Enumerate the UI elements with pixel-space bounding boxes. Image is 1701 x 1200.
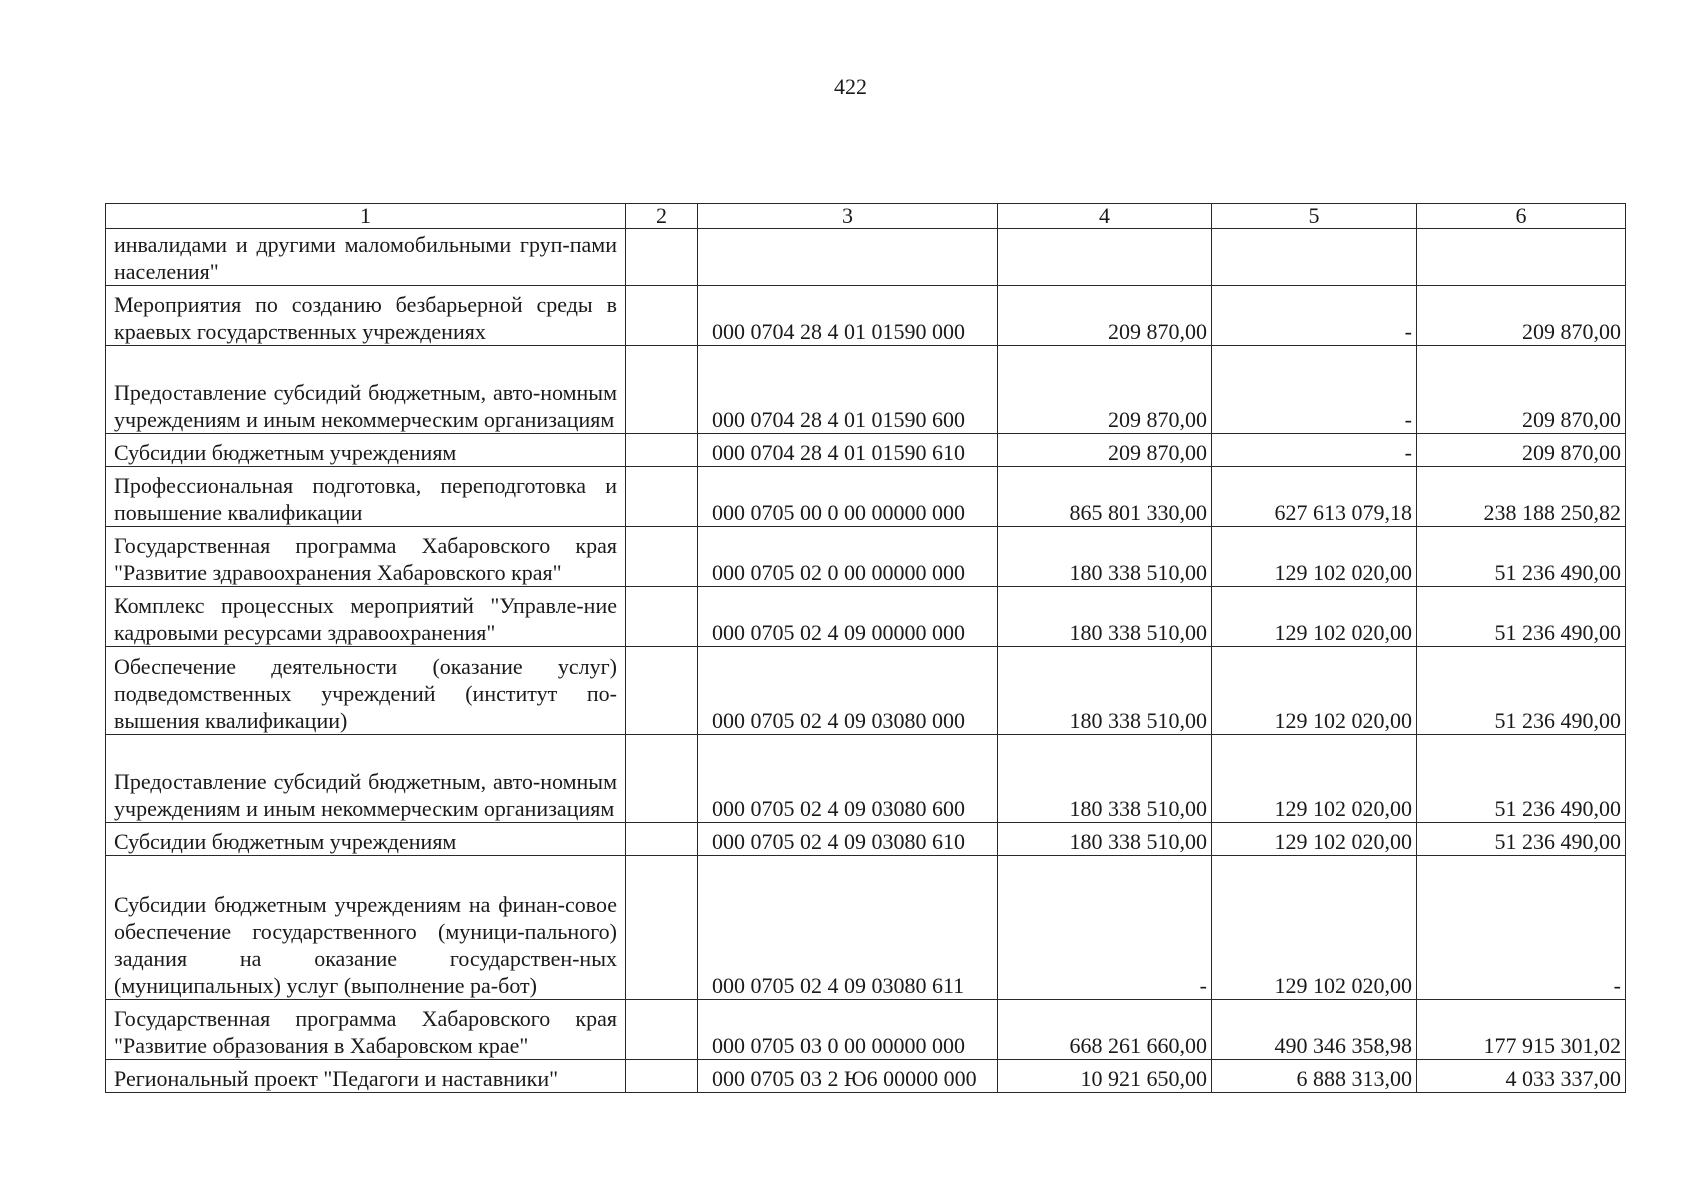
row-value-4: -	[998, 856, 1212, 1000]
row-code: 000 0705 02 4 09 03080 600	[698, 735, 998, 823]
row-name: Субсидии бюджетным учреждениям	[106, 823, 626, 856]
row-col2	[626, 587, 698, 647]
row-col2	[626, 346, 698, 434]
row-col2	[626, 1000, 698, 1060]
row-value-5: 627 613 079,18	[1212, 467, 1417, 527]
table-row	[106, 286, 1626, 346]
row-name: Государственная программа Хабаровского края "Развитие образования в Хабаровском крае"	[106, 1000, 626, 1060]
row-value-6: 4 033 337,00	[1417, 1060, 1626, 1093]
row-col2	[626, 229, 698, 286]
row-code: 000 0705 03 0 00 00000 000	[698, 1000, 998, 1060]
row-name: Предоставление субсидий бюджетным, авто-номным учреждениям и иным некоммерческим организациям	[106, 735, 626, 823]
table-row	[106, 1060, 1626, 1093]
row-code: 000 0705 02 4 09 03080 611	[698, 856, 998, 1000]
row-value-6: 209 870,00	[1417, 286, 1626, 346]
table-row	[106, 856, 1626, 1000]
row-value-6: 51 236 490,00	[1417, 647, 1626, 735]
row-value-4: 668 261 660,00	[998, 1000, 1212, 1060]
row-col2	[626, 467, 698, 527]
header-col-4: 4	[998, 204, 1212, 229]
row-value-6: 209 870,00	[1417, 346, 1626, 434]
row-value-4: 180 338 510,00	[998, 587, 1212, 647]
row-value-4: 10 921 650,00	[998, 1060, 1212, 1093]
row-name: инвалидами и другими маломобильными груп-пами населения"	[106, 229, 626, 286]
row-value-5: -	[1212, 286, 1417, 346]
header-col-2: 2	[626, 204, 698, 229]
row-value-5	[1212, 229, 1417, 286]
row-value-6: 51 236 490,00	[1417, 527, 1626, 587]
row-name: Мероприятия по созданию безбарьерной среды в краевых государственных учреждениях	[106, 286, 626, 346]
row-value-6: 51 236 490,00	[1417, 735, 1626, 823]
row-col2	[626, 286, 698, 346]
row-code: 000 0705 00 0 00 00000 000	[698, 467, 998, 527]
row-code: 000 0705 02 4 09 03080 610	[698, 823, 998, 856]
row-name: Обеспечение деятельности (оказание услуг) подведомственных учреждений (институт по-вышения квалификации)	[106, 647, 626, 735]
row-value-5: 129 102 020,00	[1212, 735, 1417, 823]
row-name: Предоставление субсидий бюджетным, авто-номным учреждениям и иным некоммерческим организациям	[106, 346, 626, 434]
table-row	[106, 735, 1626, 823]
row-value-4: 209 870,00	[998, 434, 1212, 467]
row-col2	[626, 735, 698, 823]
row-code: 000 0704 28 4 01 01590 610	[698, 434, 998, 467]
row-value-6: 51 236 490,00	[1417, 587, 1626, 647]
table-row	[106, 527, 1626, 587]
budget-table-container	[105, 203, 1625, 1093]
row-code: 000 0705 02 0 00 00000 000	[698, 527, 998, 587]
row-name: Субсидии бюджетным учреждениям на финан-совое обеспечение государственного (муници-пального) задания на оказание государствен-ных (муниципальных) услуг (выполнение ра-бот)	[106, 856, 626, 1000]
row-col2	[626, 527, 698, 587]
row-value-4: 209 870,00	[998, 286, 1212, 346]
row-name: Профессиональная подготовка, переподготовка и повышение квалификации	[106, 467, 626, 527]
table-row	[106, 1000, 1626, 1060]
row-value-5: -	[1212, 346, 1417, 434]
row-value-5: 6 888 313,00	[1212, 1060, 1417, 1093]
header-col-1: 1	[106, 204, 626, 229]
table-row	[106, 587, 1626, 647]
header-col-6: 6	[1417, 204, 1626, 229]
row-value-4: 865 801 330,00	[998, 467, 1212, 527]
row-value-6: 238 188 250,82	[1417, 467, 1626, 527]
row-col2	[626, 1060, 698, 1093]
row-value-5: 490 346 358,98	[1212, 1000, 1417, 1060]
row-code: 000 0705 03 2 Ю6 00000 000	[698, 1060, 998, 1093]
row-value-6: 209 870,00	[1417, 434, 1626, 467]
table-row	[106, 647, 1626, 735]
row-value-4	[998, 229, 1212, 286]
row-value-5: 129 102 020,00	[1212, 587, 1417, 647]
row-value-4: 180 338 510,00	[998, 735, 1212, 823]
header-col-3: 3	[698, 204, 998, 229]
row-value-5: 129 102 020,00	[1212, 823, 1417, 856]
row-name: Субсидии бюджетным учреждениям	[106, 434, 626, 467]
row-value-4: 180 338 510,00	[998, 823, 1212, 856]
header-row	[106, 204, 1626, 229]
row-value-4: 209 870,00	[998, 346, 1212, 434]
header-col-5: 5	[1212, 204, 1417, 229]
row-value-6: -	[1417, 856, 1626, 1000]
row-value-4: 180 338 510,00	[998, 647, 1212, 735]
row-name: Государственная программа Хабаровского края "Развитие здравоохранения Хабаровского края"	[106, 527, 626, 587]
row-code: 000 0704 28 4 01 01590 600	[698, 346, 998, 434]
row-col2	[626, 823, 698, 856]
row-value-6: 51 236 490,00	[1417, 823, 1626, 856]
row-value-5: 129 102 020,00	[1212, 856, 1417, 1000]
table-row	[106, 467, 1626, 527]
row-value-4: 180 338 510,00	[998, 527, 1212, 587]
row-value-6: 177 915 301,02	[1417, 1000, 1626, 1060]
row-col2	[626, 647, 698, 735]
row-code: 000 0704 28 4 01 01590 000	[698, 286, 998, 346]
row-name: Комплекс процессных мероприятий "Управле-ние кадровыми ресурсами здравоохранения"	[106, 587, 626, 647]
row-code	[698, 229, 998, 286]
row-col2	[626, 856, 698, 1000]
table-row	[106, 434, 1626, 467]
row-col2	[626, 434, 698, 467]
page-number: 422	[834, 74, 867, 99]
row-value-5: 129 102 020,00	[1212, 527, 1417, 587]
row-value-5: -	[1212, 434, 1417, 467]
row-value-6	[1417, 229, 1626, 286]
table-row	[106, 229, 1626, 286]
table-row	[106, 823, 1626, 856]
row-code: 000 0705 02 4 09 00000 000	[698, 587, 998, 647]
row-name: Региональный проект "Педагоги и наставники"	[106, 1060, 626, 1093]
row-value-5: 129 102 020,00	[1212, 647, 1417, 735]
row-code: 000 0705 02 4 09 03080 000	[698, 647, 998, 735]
budget-table	[105, 203, 1626, 1093]
table-row	[106, 346, 1626, 434]
